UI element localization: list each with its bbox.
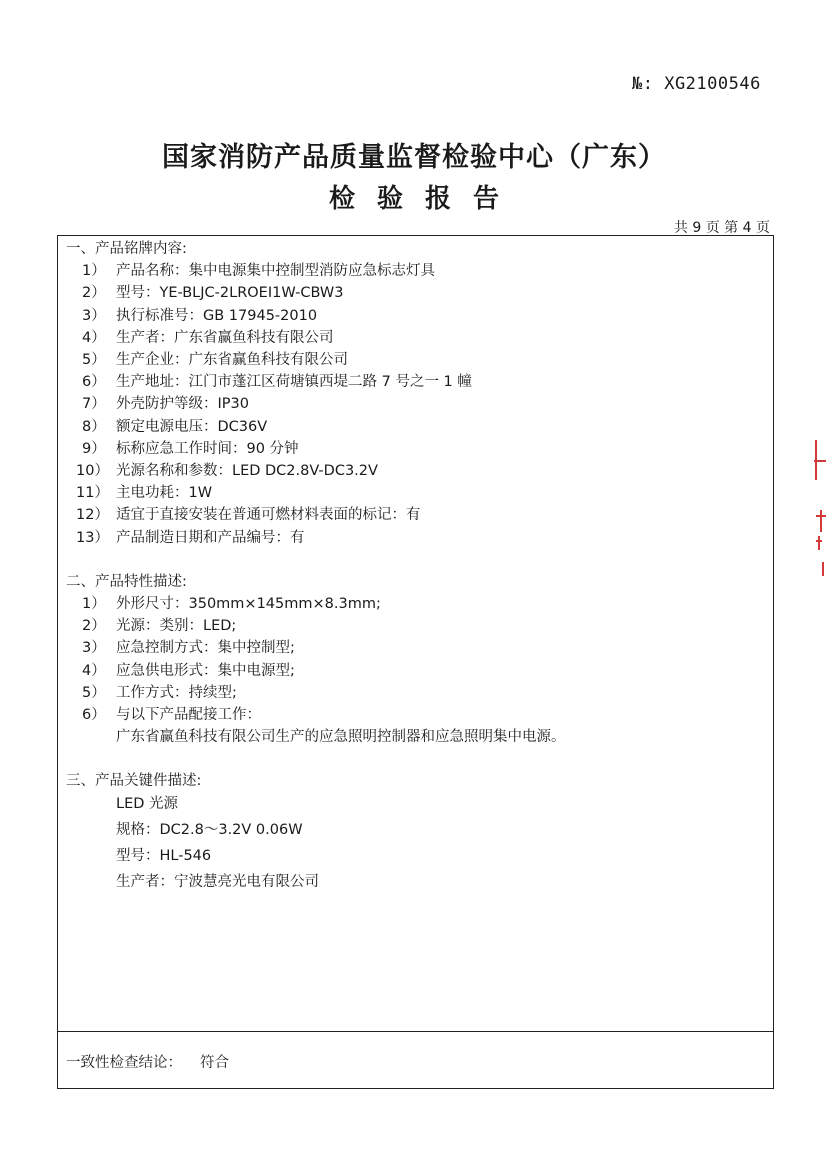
- spacer: [66, 549, 766, 571]
- list-item: [66, 504, 766, 526]
- list-item: [66, 682, 766, 704]
- list-item: [66, 637, 766, 659]
- list-item: [66, 416, 766, 438]
- list-item: [66, 260, 766, 282]
- item-number: 12）: [76, 507, 109, 524]
- seal-stamp-fragment: [812, 440, 828, 580]
- item-number: 9）: [82, 440, 106, 457]
- report-subtitle: 检验报告: [328, 184, 521, 214]
- item-text: 主电功耗：1W: [116, 485, 213, 502]
- item-text: 生产地址：江门市蓬江区荷塘镇西堤二路 7 号之一 1 幢: [116, 374, 472, 391]
- item-number: 4）: [82, 329, 106, 346]
- spacer: [66, 748, 766, 770]
- list-item: [66, 660, 766, 682]
- component-line: 生产者：宁波慧亮光电有限公司: [116, 874, 319, 891]
- item-number: 1）: [82, 263, 106, 280]
- item-number: 3）: [82, 307, 106, 324]
- item-number: 11）: [76, 485, 109, 502]
- list-item: [66, 482, 766, 504]
- section-heading: 三、产品关键件描述:: [66, 773, 202, 790]
- component-line: 型号：HL-546: [116, 848, 212, 865]
- report-content: [66, 238, 766, 893]
- item-text: 外壳防护等级：IP30: [116, 396, 249, 413]
- item-text: 与以下产品配接工作：: [116, 707, 261, 724]
- item-text: 适宜于直接安装在普通可燃材料表面的标记：有: [116, 507, 421, 524]
- item-text: 生产者：广东省赢鱼科技有限公司: [116, 329, 334, 346]
- list-item: [66, 704, 766, 726]
- list-item: [66, 438, 766, 460]
- list-item: [66, 371, 766, 393]
- section-characteristics: [66, 571, 766, 749]
- section-nameplate: [66, 238, 766, 549]
- list-item: [66, 327, 766, 349]
- section-heading: 一、产品铭牌内容:: [66, 241, 187, 257]
- item-number: 7）: [82, 396, 106, 413]
- item-text: 产品制造日期和产品编号：有: [116, 529, 305, 546]
- list-item: [66, 349, 766, 371]
- item-number: 2）: [82, 285, 106, 302]
- item-text: 产品名称：集中电源集中控制型消防应急标志灯具: [116, 263, 435, 280]
- item-number: 1）: [82, 596, 106, 613]
- item-text: 外形尺寸：350mm×145mm×8.3mm;: [116, 596, 381, 613]
- item-text: 型号：YE-BLJC-2LROEⅠ1W-CBW3: [116, 285, 344, 302]
- item-number: 4）: [82, 662, 106, 679]
- item-number: 10）: [76, 463, 109, 480]
- item-text: 工作方式：持续型;: [116, 684, 237, 701]
- item-number: 6）: [82, 707, 106, 724]
- conclusion-label: 一致性检查结论：: [66, 1055, 182, 1071]
- item-number: 2）: [82, 618, 106, 635]
- report-title: 国家消防产品质量监督检验中心（广东）: [162, 142, 666, 173]
- item-number: 6）: [82, 374, 106, 391]
- list-item: [66, 393, 766, 415]
- list-item: [66, 615, 766, 637]
- conclusion-value: 符合: [200, 1055, 229, 1071]
- component-line: LED 光源: [116, 795, 179, 812]
- conclusion-divider: [57, 1031, 774, 1032]
- list-item: [66, 282, 766, 304]
- list-item: [66, 305, 766, 327]
- item-number: 5）: [82, 352, 106, 369]
- page-info: 共 9 页 第 4 页: [673, 220, 770, 236]
- report-number: №: XG2100546: [632, 74, 761, 94]
- item-text: 额定电源电压：DC36V: [116, 418, 268, 435]
- item-number: 3）: [82, 640, 106, 657]
- conclusion: [66, 1051, 229, 1072]
- item-number: 5）: [82, 684, 106, 701]
- item-text: 应急供电形式：集中电源型;: [116, 662, 295, 679]
- item-number: 8）: [82, 418, 106, 435]
- list-item: [66, 593, 766, 615]
- item-text: 生产企业：广东省赢鱼科技有限公司: [116, 352, 348, 369]
- item-number: 13）: [76, 529, 109, 546]
- matching-products: 广东省赢鱼科技有限公司生产的应急照明控制器和应急照明集中电源。: [116, 729, 566, 746]
- item-text: 标称应急工作时间：90 分钟: [116, 440, 299, 457]
- item-text: 应急控制方式：集中控制型;: [116, 640, 295, 657]
- item-text: 光源：类别：LED;: [116, 618, 237, 635]
- section-key-components: [66, 770, 766, 893]
- section-heading: 二、产品特性描述:: [66, 573, 187, 590]
- stamp-graphic: [812, 440, 828, 580]
- list-item: [66, 460, 766, 482]
- list-item: [66, 527, 766, 549]
- item-text: 执行标准号：GB 17945-2010: [116, 307, 318, 324]
- component-line: 规格：DC2.8～3.2V 0.06W: [116, 821, 303, 838]
- item-text: 光源名称和参数：LED DC2.8V-DC3.2V: [116, 463, 378, 480]
